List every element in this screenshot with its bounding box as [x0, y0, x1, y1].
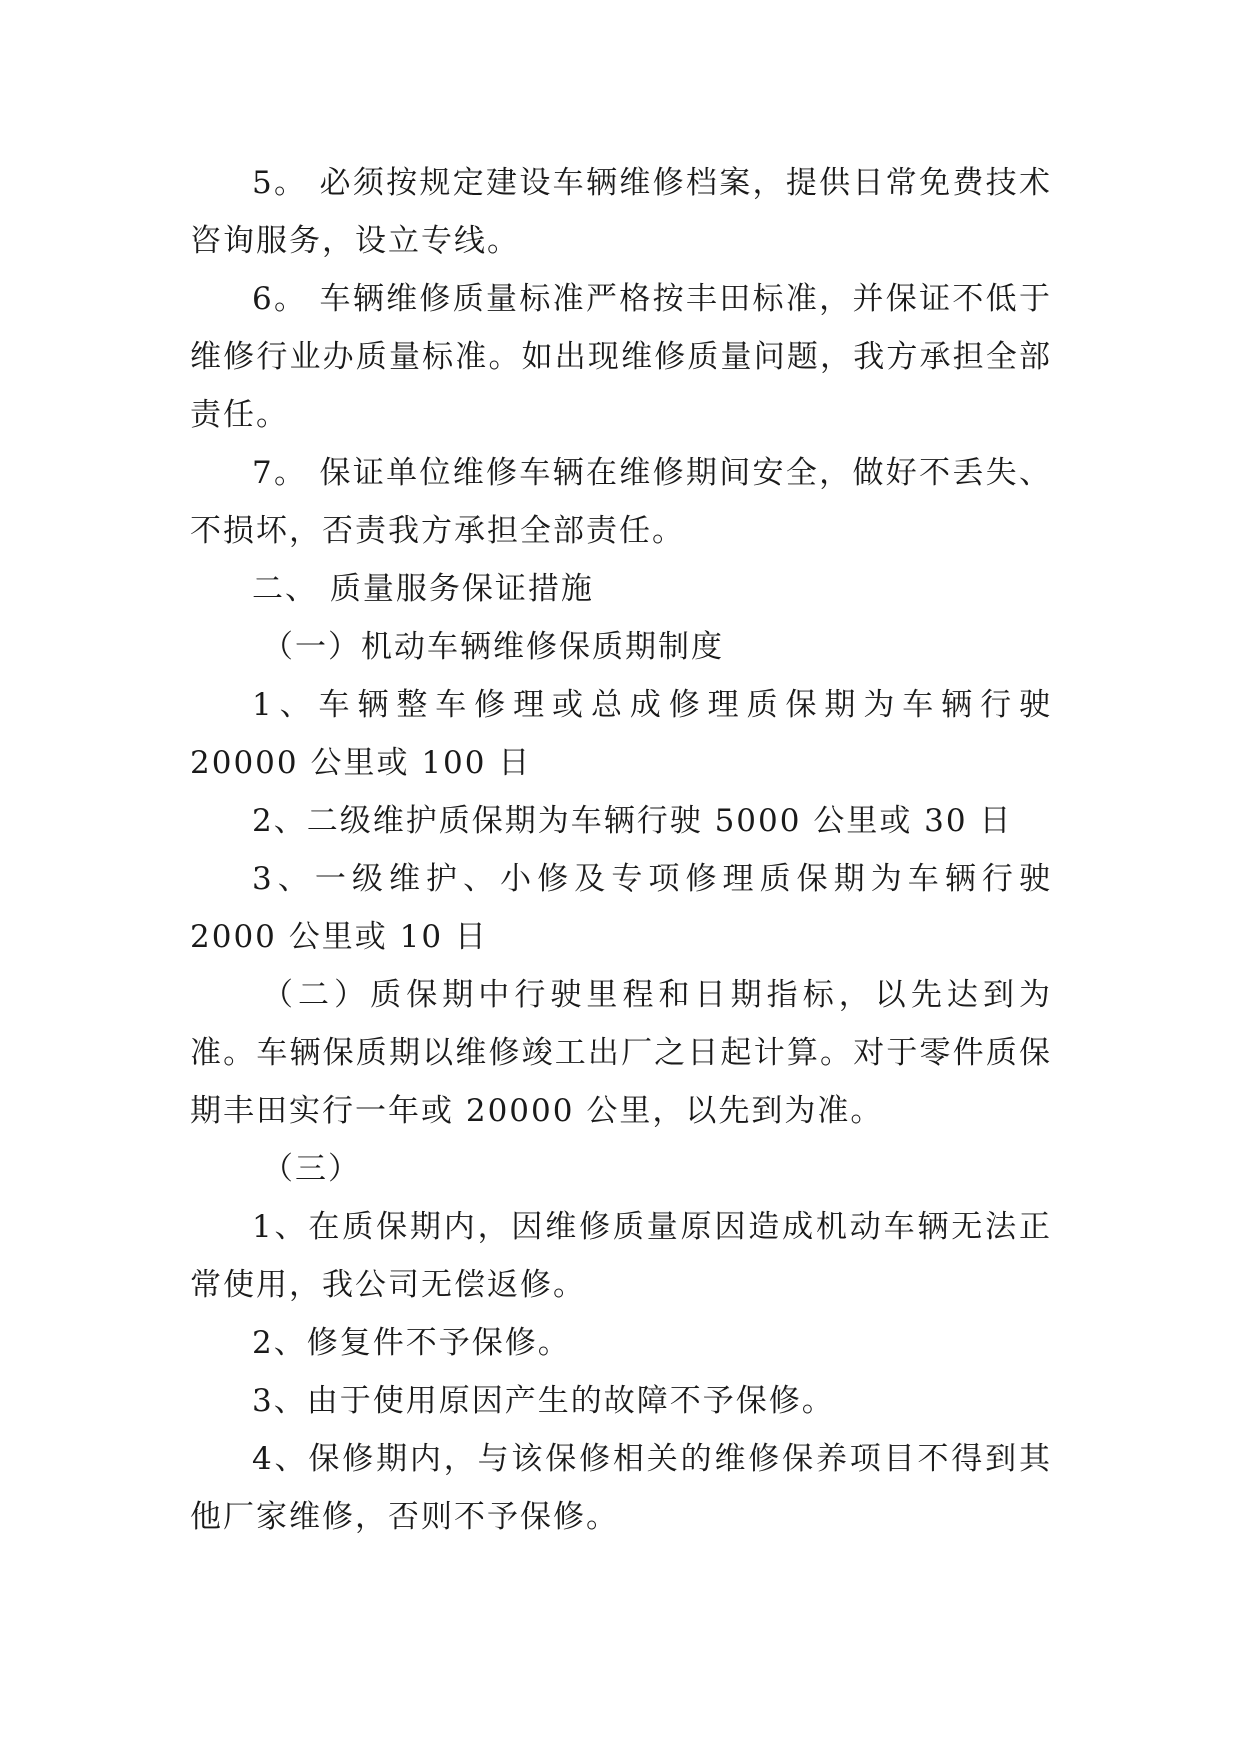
list-item-1: 1、车辆整车修理或总成修理质保期为车辆行驶 20000 公里或 100 日 [190, 687, 1052, 781]
list-item-3-2: 2、修复件不予保修。 [252, 1325, 571, 1361]
list-item-2: 2、二级维护质保期为车辆行驶 5000 公里或 30 日 [252, 803, 1013, 839]
list-item-3-4: 4、保修期内，与该保修相关的维修保养项目不得到其他厂家维修，否则不予保修。 [190, 1441, 1052, 1535]
list-item-3-1: 1、在质保期内，因维修质量原因造成机动车辆无法正常使用，我公司无偿返修。 [190, 1209, 1052, 1303]
paragraph-item-6: 6。 车辆维修质量标准严格按丰田标准，并保证不低于维修行业办质量标准。如出现维修质量问题，我方承担全部责任。 [190, 281, 1052, 433]
paragraph-item-7: 7。 保证单位维修车辆在维修期间安全，做好不丢失、不损坏，否责我方承担全部责任。 [190, 455, 1052, 549]
paragraph-item-5: 5。 必须按规定建设车辆维修档案，提供日常免费技术咨询服务，设立专线。 [190, 165, 1052, 259]
section-heading-2: 二、 质量服务保证措施 [252, 571, 594, 607]
list-item-3-3: 3、由于使用原因产生的故障不予保修。 [252, 1383, 835, 1419]
document-body [190, 154, 1052, 1546]
list-item-3: 3、一级维护、小修及专项修理质保期为车辆行驶 2000 公里或 10 日 [190, 861, 1052, 955]
subsection-heading-3: （三） [262, 1151, 361, 1187]
subsection-heading-1: （一）机动车辆维修保质期制度 [262, 629, 724, 665]
subsection-paragraph-2: （二）质保期中行驶里程和日期指标，以先达到为准。车辆保质期以维修竣工出厂之日起计算。对于零件质保期丰田实行一年或 20000 公里，以先到为准。 [190, 977, 1052, 1129]
